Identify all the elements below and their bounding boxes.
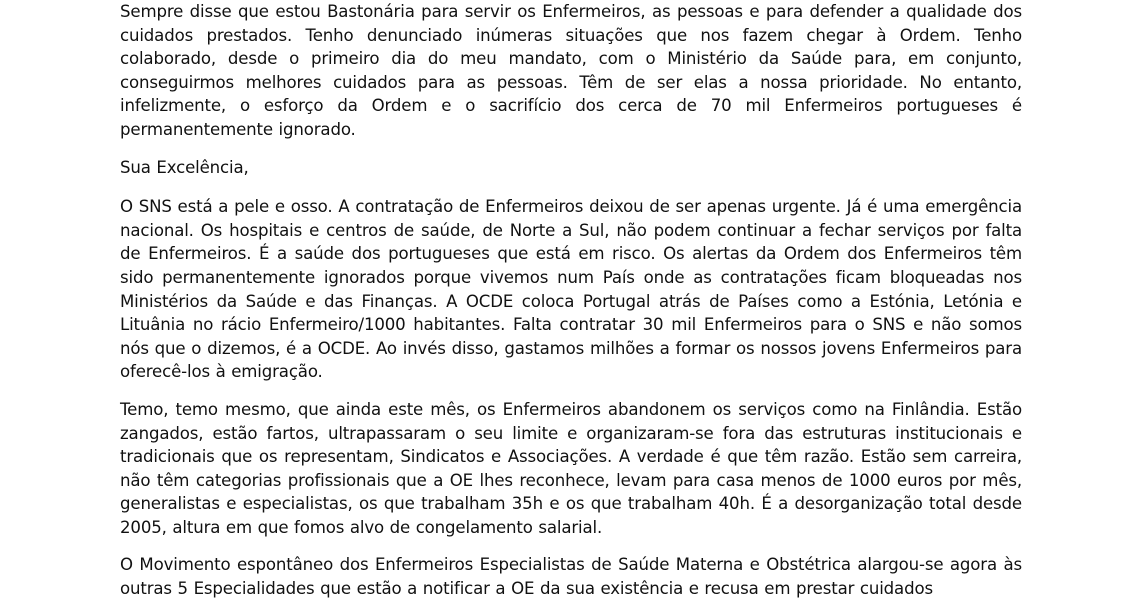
- paragraph-sns: O SNS está a pele e osso. A contratação de Enfermeiros deixou de ser apenas urgente. Já é uma emergência nacional. Os hospitais e centros de saúde, de Norte a Sul, não podem continuar a fechar serviços por falta de Enfermeiros. É a saúde dos portugueses que está em risco. Os alertas da Ordem dos Enfermeiros têm sido permanentemente ignorados porque vivemos num País onde as contratações ficam bloqueadas nos Ministérios da Saúde e das Finanças. A OCDE coloca Portugal atrás de Países como a Estónia, Letónia e Lituânia no rácio Enfermeiro/1000 habitantes. Falta contratar 30 mil Enfermeiros para o SNS e não somos nós que o dizemos, é a OCDE. Ao invés disso, gastamos milhões a formar os nossos jovens Enfermeiros para oferecê-los à emigração.: [120, 197, 1022, 382]
- paragraph-finland: Temo, temo mesmo, que ainda este mês, os Enfermeiros abandonem os serviços como na Finlândia. Estão zangados, estão fartos, ultrapassaram o seu limite e organizaram-se fora das estruturas institucionais e tradicionais que os representam, Sindicatos e Associações. A verdade é que têm razão. Estão sem carreira, não têm categorias profissionais que a OE lhes reconhece, levam para casa menos de 1000 euros por mês, generalistas e especialistas, os que trabalham 35h e os que trabalham 40h. É a desorganização total desde 2005, altura em que fomos alvo de congelamento salarial.: [120, 399, 1022, 537]
- paragraph-mandate: Sempre disse que estou Bastonária para servir os Enfermeiros, as pessoas e para defender a qualidade dos cuidados prestados. Tenho denunciado inúmeras situações que nos fazem chegar à Ordem. Tenho colaborado, desde o primeiro dia do meu mandato, com o Ministério da Saúde para, em conjunto, conseguirmos melhores cuidados para as pessoas. Têm de ser elas a nossa prioridade. No entanto, infelizmente, o esforço da Ordem e o sacrifício dos cerca de 70 mil Enfermeiros portugueses é permanentemente ignorado.: [120, 2, 1022, 139]
- document-page: [120, 0, 1022, 615]
- salutation: Sua Excelência,: [120, 157, 249, 177]
- paragraph-movement: O Movimento espontâneo dos Enfermeiros Especialistas de Saúde Materna e Obstétrica alargou-se agora às outras 5 Especialidades que estão a notificar a OE da sua existência e recusa em prestar cuidados: [120, 555, 1022, 599]
